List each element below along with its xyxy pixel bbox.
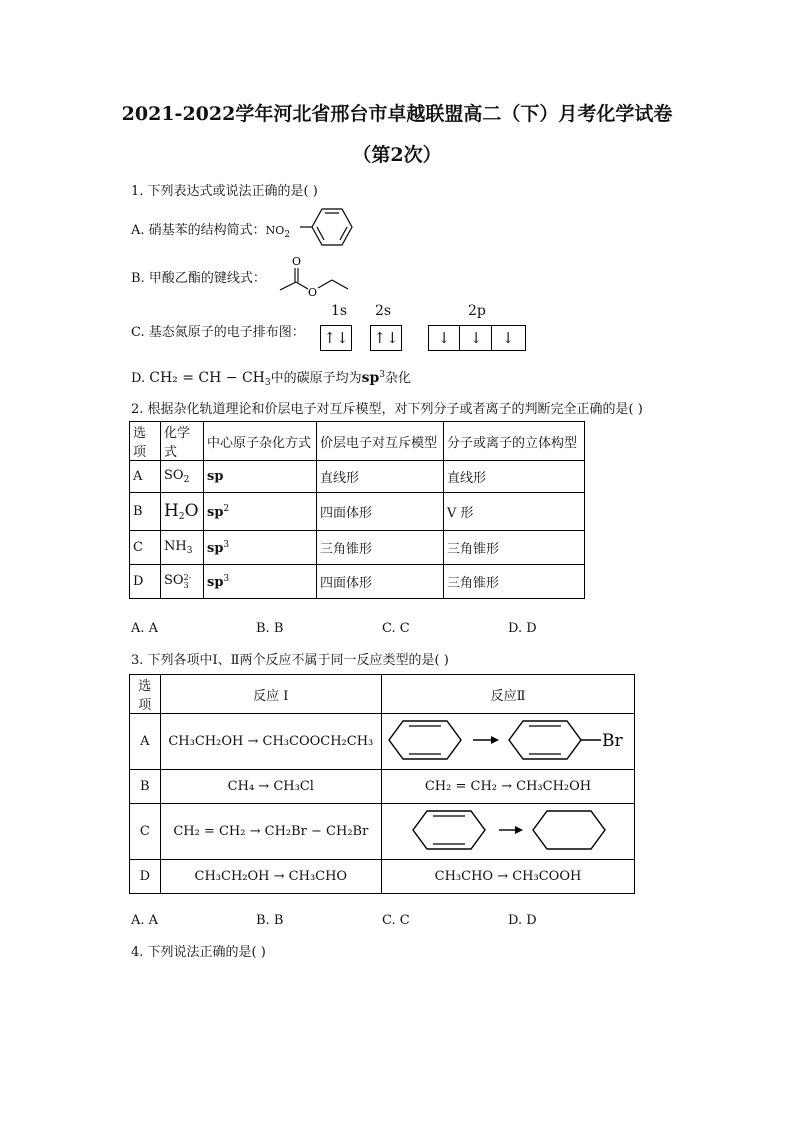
q1-option-a-text: A. 硝基苯的结构简式： — [131, 223, 266, 238]
orbital-label-2s: 2s — [375, 303, 392, 319]
q3-reaction-2-cell — [382, 714, 635, 770]
paired-arrows-icon: ↑↓ — [323, 329, 349, 347]
q1-option-a — [131, 219, 290, 240]
q3-option-cell: C — [130, 804, 161, 860]
q2-header: 化学式 — [161, 422, 204, 461]
q2-header: 选项 — [130, 422, 161, 461]
q2-option-cell: A — [130, 461, 161, 493]
q3-reaction-2-cell: CH₃CHO → CH₃COOH — [382, 860, 635, 894]
orbital-label-2p: 2p — [468, 303, 486, 319]
q2-vsepr-cell: 三角锥形 — [317, 531, 444, 565]
q1-option-d: D. CH₂ = CH − $CH_3$中的碳原子均为$sp^3$杂化 — [131, 370, 412, 388]
sp-hybrid: sp — [361, 370, 380, 386]
q2-shape-cell: 三角锥形 — [444, 565, 585, 599]
q2-answer-b: B. B — [256, 621, 284, 636]
propene-formula: CH₂ = CH − CH — [149, 370, 265, 386]
nitrobenzene-structure-icon — [298, 204, 368, 250]
q3-reaction-1-cell: CH₃CH₂OH → CH₃COOCH₂CH₃ — [160, 714, 381, 770]
q2-formula-cell: $SO_2$ — [161, 461, 204, 493]
orbital-box-2p — [428, 325, 526, 351]
q3-table — [129, 674, 635, 894]
page-title: 2021-2022学年河北省邢台市卓越联盟高二（下）月考化学试卷 — [121, 103, 673, 125]
q2-formula-cell: SO2- 3 — [161, 565, 204, 599]
question-1-stem: 1. 下列表达式或说法正确的是( ) — [131, 184, 318, 199]
q2-formula-cell: $H_2O$ — [161, 493, 204, 531]
q2-hybrid-cell: $sp^2$ — [204, 493, 317, 531]
q3-reaction-1-cell: CH₂ = CH₂ → CH₂Br − CH₂Br — [160, 804, 381, 860]
table-row — [130, 804, 635, 860]
q2-answer-d: D. D — [508, 621, 537, 636]
table-row — [130, 770, 635, 804]
q3-option-cell: D — [130, 860, 161, 894]
q3-option-cell: B — [130, 770, 161, 804]
table-row — [130, 531, 585, 565]
down-arrow-icon: ↓ — [461, 326, 492, 350]
q2-vsepr-cell: 四面体形 — [317, 493, 444, 531]
q3-header: 反应Ⅱ — [382, 675, 635, 714]
table-row — [130, 714, 635, 770]
table-row — [130, 493, 585, 531]
ethyl-formate-skeletal-icon — [274, 252, 364, 300]
q3-header: 选项 — [130, 675, 161, 714]
q2-answer-a: A. A — [131, 621, 159, 636]
q2-option-cell: C — [130, 531, 161, 565]
q2-shape-cell: 直线形 — [444, 461, 585, 493]
q3-answer-c: C. C — [382, 913, 410, 928]
q2-formula-cell: $NH_3$ — [161, 531, 204, 565]
q3-answer-a: A. A — [131, 913, 159, 928]
q2-hybrid-cell: $sp^3$ — [204, 565, 317, 599]
q2-vsepr-cell: 直线形 — [317, 461, 444, 493]
paired-arrows-icon: ↑↓ — [373, 329, 399, 347]
q3-reaction-1-cell: CH₃CH₂OH → CH₃CHO — [160, 860, 381, 894]
table-row — [130, 860, 635, 894]
down-arrow-icon: ↓ — [429, 326, 460, 350]
q2-option-cell: D — [130, 565, 161, 599]
question-2-stem: 2. 根据杂化轨道理论和价层电子对互斥模型，对下列分子或者离子的判断完全正确的是( ) — [131, 402, 643, 417]
q2-hybrid-cell: $sp^3$ — [204, 531, 317, 565]
page-subtitle: （第2次） — [352, 144, 442, 166]
q1-option-b: B. 甲酸乙酯的键线式： — [131, 271, 266, 286]
q3-reaction-2-cell — [382, 804, 635, 860]
table-row — [130, 461, 585, 493]
q2-vsepr-cell: 四面体形 — [317, 565, 444, 599]
benzene-to-cyclohexane-icon — [403, 805, 613, 855]
q2-header: 价层电子对互斥模型 — [317, 422, 444, 461]
q3-header: 反应 I — [160, 675, 381, 714]
q2-option-cell: B — [130, 493, 161, 531]
q3-answer-d: D. D — [508, 913, 537, 928]
orbital-label-1s: 1s — [331, 303, 348, 319]
orbital-box-1s — [320, 325, 352, 351]
q2-header: 分子或离子的立体构型 — [444, 422, 585, 461]
orbital-box-2s — [370, 325, 402, 351]
question-3-stem: 3. 下列各项中Ⅰ、Ⅱ两个反应不属于同一反应类型的是( ) — [131, 653, 449, 668]
q2-table — [129, 421, 585, 599]
table-row — [130, 565, 585, 599]
q2-header: 中心原子杂化方式 — [204, 422, 317, 461]
benzene-to-bromobenzene-icon — [385, 715, 631, 765]
svg-text:Br: Br — [602, 730, 623, 751]
q2-hybrid-cell: sp — [204, 461, 317, 493]
svg-text:O: O — [292, 255, 302, 268]
q3-option-cell: A — [130, 714, 161, 770]
q2-answer-c: C. C — [382, 621, 410, 636]
nitro-group-label: $NO_2$ — [265, 224, 291, 240]
q2-shape-cell: V 形 — [444, 493, 585, 531]
q2-shape-cell: 三角锥形 — [444, 531, 585, 565]
q1-option-c: C. 基态氮原子的电子排布图： — [131, 325, 305, 340]
q3-reaction-1-cell: CH₄ → CH₃Cl — [160, 770, 381, 804]
q3-reaction-2-cell: CH₂ = CH₂ → CH₃CH₂OH — [382, 770, 635, 804]
question-4-stem: 4. 下列说法正确的是( ) — [131, 945, 266, 960]
q3-answer-b: B. B — [256, 913, 284, 928]
down-arrow-icon: ↓ — [501, 329, 515, 347]
svg-text:O: O — [308, 286, 318, 299]
